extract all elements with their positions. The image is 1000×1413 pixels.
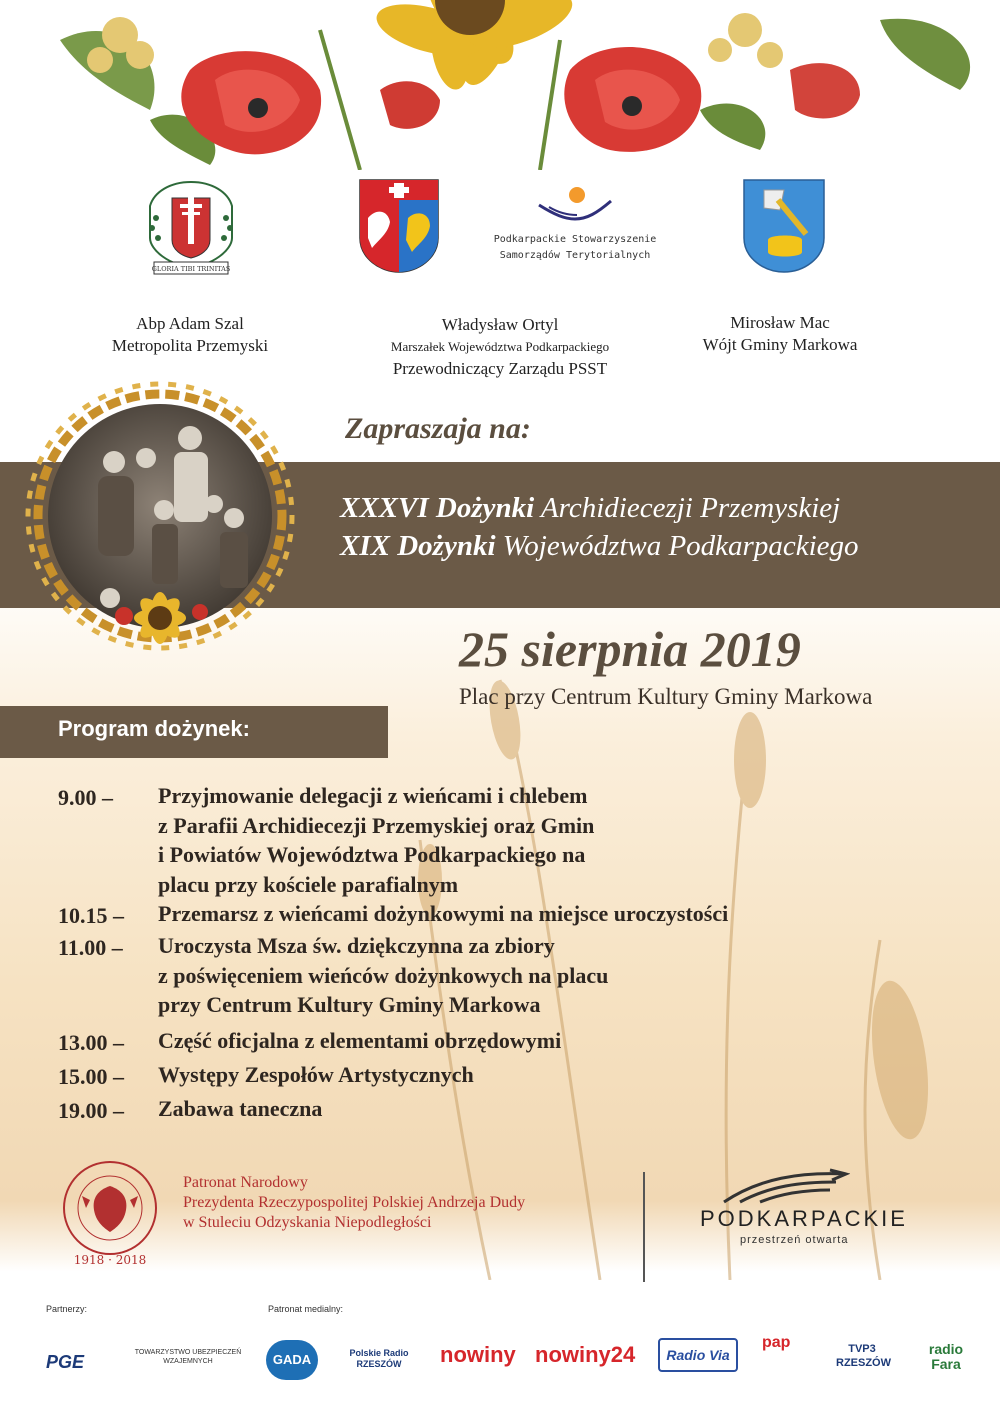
sponsor-radio-fara: radio Fara	[928, 1341, 964, 1372]
psst-line-2: Samorządów Terytorialnych	[499, 250, 651, 261]
sponsor-pap: pap	[762, 1334, 791, 1351]
archdiocese-coat-of-arms-icon	[140, 178, 242, 276]
event-line-2	[340, 530, 859, 563]
sponsor-tvp3: TVP3 RZESZÓW	[836, 1343, 891, 1369]
sponsor-tuw: TOWARZYSTWO UBEZPIECZEŃ WZAJEMNYCH	[134, 1349, 242, 1365]
program-description: Zabawa taneczna	[158, 1096, 323, 1121]
coat-of-arms-motto: GLORIA TIBI TRINITAS	[151, 265, 231, 273]
sponsors-footer	[0, 1290, 1000, 1413]
sponsor-gada: GADA	[266, 1340, 318, 1380]
signatory-archbishop	[80, 313, 300, 357]
event-place: Plac przy Centrum Kultury Gminy Markowa	[459, 684, 873, 709]
patronat-line-1: Patronat Narodowy	[183, 1174, 308, 1191]
program-time: 11.00 –	[58, 935, 123, 960]
event-line-1-rest: Archidiecezji Przemyskiej	[534, 492, 841, 524]
program-description: Przyjmowanie delegacji z wieńcami i chlebem z Parafii Archidiecezji Przemyskiej oraz Gmin i Powiatów Województwa Podkarpackiego na placu przy kościele parafialnym	[158, 783, 595, 897]
event-date: 25 sierpnia 2019	[459, 621, 801, 677]
signatory-title: Wójt Gminy Markowa	[702, 335, 858, 354]
podkarpackie-brand-icon	[720, 1168, 850, 1204]
signatory-mayor	[670, 312, 890, 356]
flower-banner-illustration	[0, 0, 1000, 170]
podkarpackie-tagline: przestrzeń otwarta	[740, 1234, 849, 1246]
signatory-name: Abp Adam Szal	[136, 314, 244, 333]
invite-heading: Zapraszaja na:	[345, 412, 531, 445]
program-description: Występy Zespołów Artystycznych	[158, 1062, 474, 1087]
event-line-2-rest: Województwa Podkarpackiego	[495, 530, 859, 562]
partners-label: Partnerzy:	[46, 1304, 88, 1314]
event-line-1	[340, 492, 840, 525]
psst-name	[490, 232, 660, 264]
signatory-title: Metropolita Przemyski	[111, 336, 269, 355]
program-time: 15.00 –	[58, 1064, 124, 1089]
psst-line-1: Podkarpackie Stowarzyszenie	[493, 234, 657, 245]
podkarpackie-name: PODKARPACKIE	[700, 1206, 908, 1231]
program-time: 10.15 –	[58, 903, 124, 928]
podkarpackie-coat-of-arms-icon	[358, 178, 440, 274]
signatory-name: Mirosław Mac	[730, 313, 830, 332]
patronat-line-3: w Stuleciu Odzyskania Niepodległości	[183, 1214, 432, 1231]
signatory-title: Marszałek Województwa Podkarpackiego	[390, 339, 610, 354]
event-line-2-bold: XIX Dożynki	[340, 530, 496, 562]
program-title: Program dożynek:	[58, 716, 250, 741]
program-time: 13.00 –	[58, 1030, 124, 1055]
patronat-line-2: Prezydenta Rzeczypospolitej Polskiej Andrzeja Dudy	[183, 1194, 526, 1211]
program-description: Przemarsz z wieńcami dożynkowymi na miejsce uroczystości	[158, 901, 729, 926]
wheat-wreath-photo	[14, 368, 306, 674]
signatory-title-2: Przewodniczący Zarządu PSST	[392, 359, 608, 378]
media-patrons-label: Patronat medialny:	[268, 1304, 344, 1314]
sponsor-pge: PGE	[46, 1352, 85, 1372]
sponsor-polskie-radio: Polskie Radio RZESZÓW	[349, 1348, 409, 1369]
psst-logo-icon	[535, 185, 615, 223]
program-description: Część oficjalna z elementami obrzędowymi	[158, 1028, 562, 1053]
sponsor-radio-via: Radio Via	[658, 1338, 738, 1372]
patronat-text	[183, 1173, 525, 1233]
program-description: Uroczysta Msza św. dziękczynna za zbiory z poświęceniem wieńców dożynkowych na placu przy Centrum Kultury Gminy Markowa	[158, 933, 609, 1017]
event-line-1-bold: XXXVI Dożynki	[340, 492, 535, 524]
markowa-coat-of-arms-icon	[742, 178, 826, 274]
program-time: 9.00 –	[58, 785, 113, 810]
program-time: 19.00 –	[58, 1098, 124, 1123]
seal-years: 1918 · 2018	[73, 1253, 147, 1267]
signatory-name: Władysław Ortyl	[441, 315, 559, 334]
divider	[643, 1172, 645, 1282]
signatory-marshal	[340, 314, 660, 380]
sponsor-nowiny24: nowiny24	[535, 1342, 636, 1367]
independence-centenary-seal-icon	[50, 1152, 170, 1272]
sponsor-nowiny: nowiny	[440, 1342, 516, 1367]
